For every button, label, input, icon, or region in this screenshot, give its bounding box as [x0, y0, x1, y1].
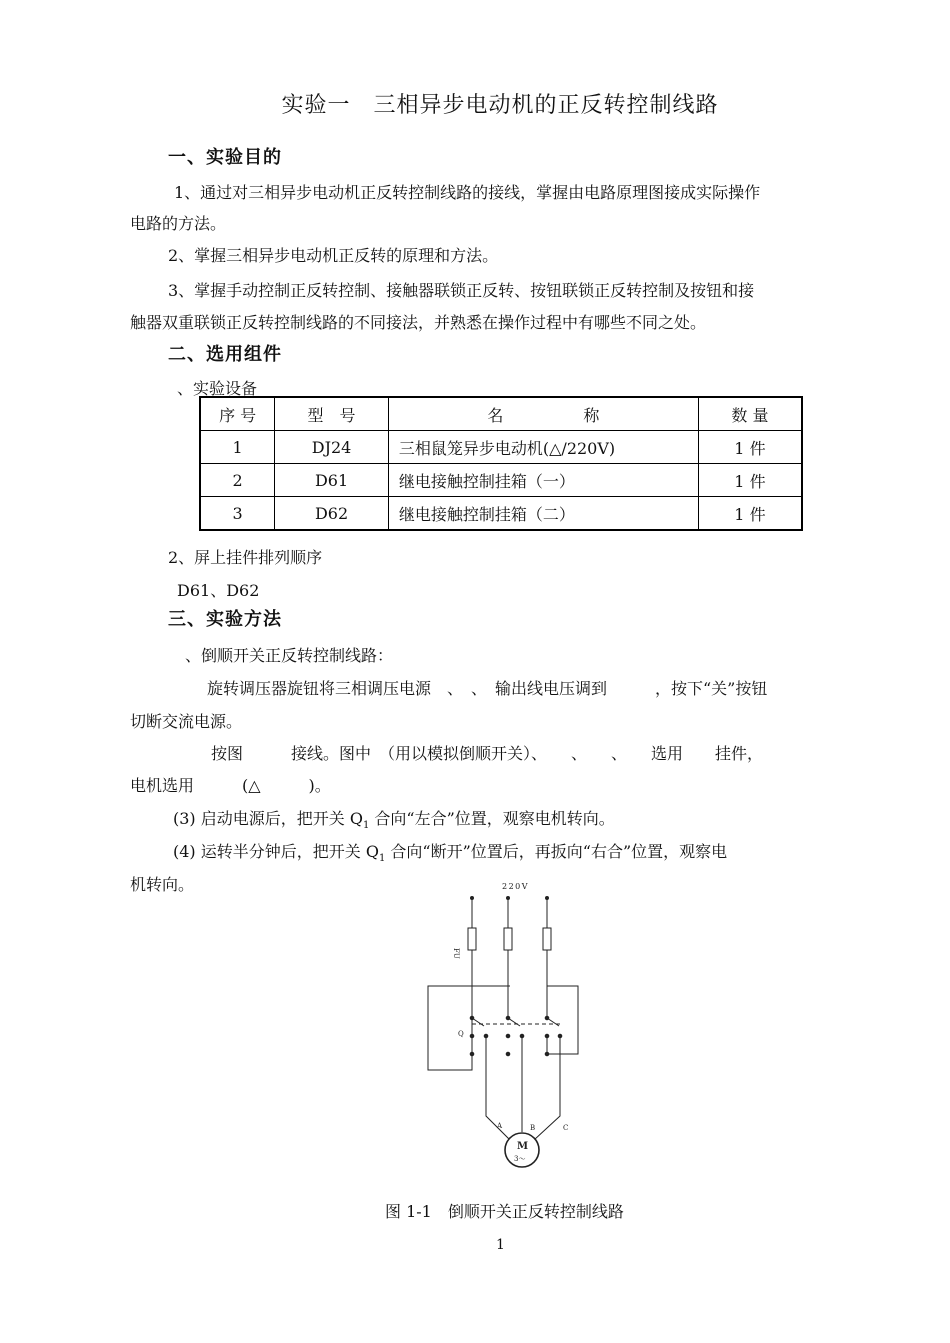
phase-label-c: C — [563, 1124, 569, 1132]
cell-qty: 1 件 — [698, 497, 802, 531]
method-step-3-post: 合向“左合”位置，观察电机转向。 — [369, 809, 615, 828]
cell-name: 三相鼠笼异步电动机(△/220V) — [388, 431, 698, 464]
section-heading-purpose: 一、实验目的 — [168, 147, 282, 168]
cell-name: 继电接触控制挂箱（一） — [388, 464, 698, 497]
table-row — [200, 464, 802, 497]
table-header-row — [200, 397, 802, 431]
fuse-label: FU — [452, 948, 460, 959]
cell-model: D61 — [275, 464, 389, 497]
cell-model: DJ24 — [275, 431, 389, 464]
motor-label: M — [517, 1141, 529, 1152]
table-row — [200, 431, 802, 464]
method-step-3-pre: (3) 启动电源后，把开关 Q — [173, 809, 363, 828]
purpose-item-1: 1、通过对三相异步电动机正反转控制线路的接线，掌握由电路原理图接成实际操作 — [174, 183, 761, 202]
method-step-2-cont: 电机选用 (△ )。 — [130, 776, 331, 795]
method-intro: 、倒顺开关正反转控制线路： — [185, 646, 394, 665]
method-step-4-cont: 机转向。 — [130, 875, 195, 894]
equipment-label: 、实验设备 — [177, 379, 258, 398]
cell-qty: 1 件 — [698, 464, 802, 497]
method-step-1-cont: 切断交流电源。 — [130, 712, 243, 731]
fuse-icon — [468, 928, 551, 950]
cell-name: 继电接触控制挂箱（二） — [388, 497, 698, 531]
purpose-item-3: 3、掌握手动控制正反转控制、接触器联锁正反转、按钮联锁正反转控制及按钮和接 — [168, 281, 755, 300]
method-step-2: 按图 接线。图中 （用以模拟倒顺开关）、 、 、 选用 挂件， — [211, 744, 764, 763]
method-step-4-sub: 1 — [378, 853, 386, 864]
page-number: 1 — [496, 1237, 505, 1253]
cell-model: D62 — [275, 497, 389, 531]
phase-label-b: B — [530, 1124, 536, 1132]
figure-caption: 图 1-1 倒顺开关正反转控制线路 — [385, 1202, 624, 1221]
purpose-item-1-cont: 电路的方法。 — [130, 214, 227, 233]
method-step-1: 旋转调压器旋钮将三相调压电源 、 、 输出线电压调到 ，按下“关”按钮 — [207, 679, 768, 698]
equipment-table — [199, 396, 803, 531]
header-cell: 序 号 — [200, 397, 275, 431]
circuit-diagram — [410, 878, 600, 1178]
phase-label-a: A — [497, 1122, 503, 1130]
crossover-wiring — [428, 986, 578, 1070]
switch-label: Q — [458, 1030, 464, 1038]
method-step-4 — [173, 839, 727, 864]
method-step-4-post: 合向“断开”位置后，再扳向“右合”位置，观察电 — [385, 842, 728, 861]
hanging-order-value: D61、D62 — [177, 581, 260, 600]
cell-no: 2 — [200, 464, 275, 497]
voltage-label: 220V — [502, 882, 530, 891]
purpose-item-2: 2、掌握三相异步电动机正反转的原理和方法。 — [168, 246, 499, 265]
header-cell: 型 号 — [275, 397, 389, 431]
method-step-4-pre: (4) 运转半分钟后，把开关 Q — [173, 842, 379, 861]
header-cell: 名 称 — [388, 397, 698, 431]
header-cell: 数 量 — [698, 397, 802, 431]
cell-no: 3 — [200, 497, 275, 531]
method-step-3 — [173, 806, 615, 831]
cell-qty: 1 件 — [698, 431, 802, 464]
table-row — [200, 497, 802, 531]
section-heading-components: 二、选用组件 — [168, 344, 282, 365]
motor-phase-label: 3～ — [514, 1155, 526, 1163]
purpose-item-3-cont: 触器双重联锁正反转控制线路的不同接法，并熟悉在操作过程中有哪些不同之处。 — [130, 313, 707, 332]
supply-lines — [471, 897, 549, 1037]
hanging-order-label: 2、屏上挂件排列顺序 — [168, 548, 323, 567]
method-step-3-sub: 1 — [362, 820, 370, 831]
section-heading-method: 三、实验方法 — [168, 609, 282, 630]
switch-contacts — [470, 1016, 562, 1056]
cell-no: 1 — [200, 431, 275, 464]
page-title: 实验一 三相异步电动机的正反转控制线路 — [281, 93, 719, 118]
